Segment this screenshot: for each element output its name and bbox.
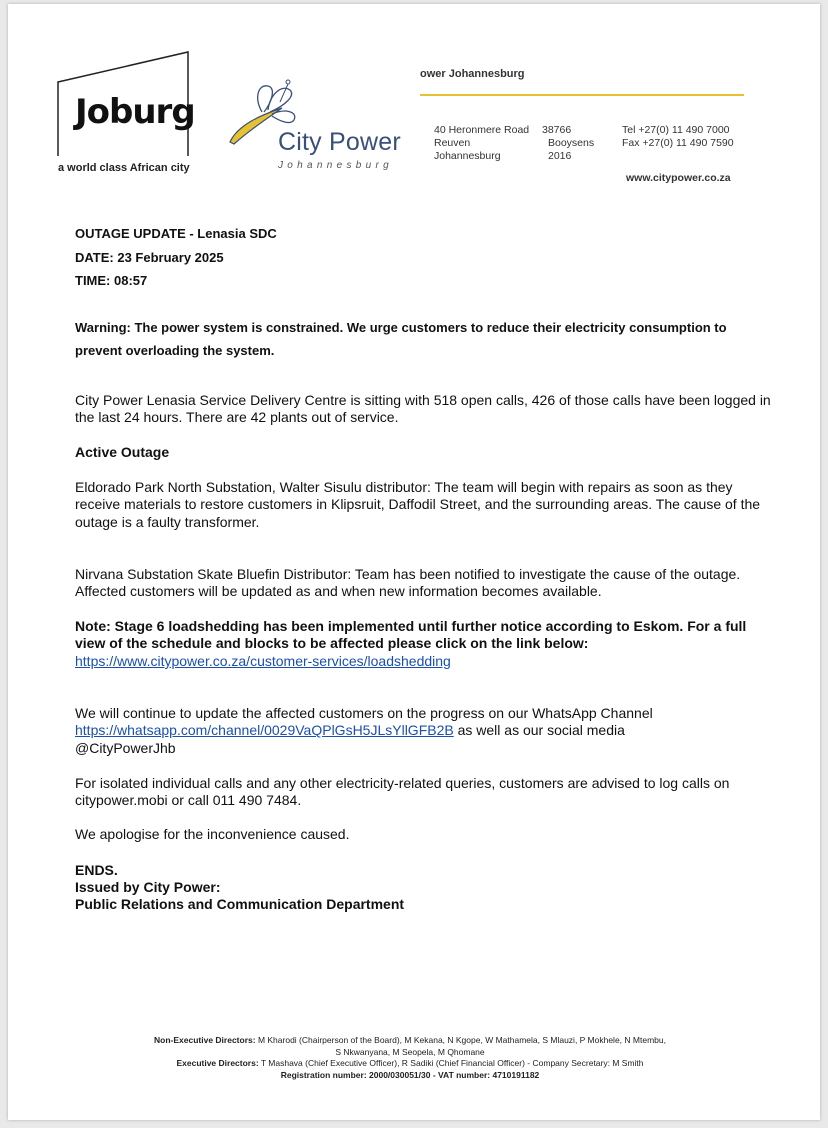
- outage-item-nirvana: Nirvana Substation Skate Bluefin Distributor: Team has been notified to investigate the cause of the outage. Affected customers will be updated as and when new information becomes available.: [75, 566, 741, 600]
- tel-number: Tel +27(0) 11 490 7000: [622, 124, 730, 136]
- org-name: ower Johannesburg: [420, 68, 525, 80]
- registration-info: Registration number: 2000/030051/30 - VAT number: 4710191182: [280, 1069, 540, 1080]
- website-address: www.citypower.co.za: [626, 172, 731, 184]
- joburg-tagline: a world class African city: [58, 162, 190, 174]
- street-address: 40 Heronmere Road Reuven Johannesburg: [434, 124, 530, 162]
- citypower-logo-text: City Power: [278, 128, 401, 156]
- issued-by: Issued by City Power:: [75, 879, 221, 895]
- footer-directors: Non-Executive Directors: M Kharodi (Chairperson of the Board), M Kekana, N Kgope, W Mathamela, S Mlauzi, P Mokhele, N Mtembu, S Nkwanyana, M Seopela, M Qhomane Executive Directors: T Mashava (Chief Executive Officer), R Sadiki (Chief Financial Officer) - Company Secretary: M Smith Registration number: 2000/030051/30 - VAT number: 4710191182: [100, 1035, 720, 1081]
- fax-number: Fax +27(0) 11 490 7590: [622, 137, 734, 149]
- update-date: DATE: 23 February 2025: [75, 250, 224, 265]
- department-name: Public Relations and Communication Department: [75, 896, 405, 912]
- apology-text: We apologise for the inconvenience caused.: [75, 826, 350, 842]
- warning-text: Warning: The power system is constrained. We urge customers to reduce their electricity consumption to prevent overloading the system.: [75, 320, 727, 358]
- contact-numbers: [622, 124, 734, 150]
- citypower-logo-subtitle: Johannesburg: [278, 160, 393, 171]
- ends-label: ENDS.: [75, 862, 118, 878]
- social-handle: @CityPowerJhb: [75, 739, 176, 756]
- non-exec-directors: Non-Executive Directors: M Kharodi (Chairperson of the Board), M Kekana, N Kgope, W Mathamela, S Mlauzi, P Mokhele, N Mtembu,: [154, 1035, 666, 1045]
- update-time: TIME: 08:57: [75, 273, 148, 288]
- header-divider: [420, 94, 744, 96]
- outage-item-eldorado: Eldorado Park North Substation, Walter Sisulu distributor: The team will begin with repairs as soon as they receive materials to restore customers in Klipsruit, Daffodil Street, and the surrounding areas. The cause of the outage is a faulty transformer.: [75, 479, 761, 530]
- whatsapp-paragraph: We will continue to update the affected customers on the progress on our WhatsApp Channel https://whatsapp.com/channel/0029VaQPlGsH5JLsYllGFB2B as well as our social media @CityPowerJhb: [75, 705, 653, 756]
- joburg-logo-text: Joburg: [75, 92, 195, 132]
- exec-directors: Executive Directors: T Mashava (Chief Executive Officer), R Sadiki (Chief Financial Officer) - Company Secretary: M Smith: [176, 1058, 644, 1068]
- postal-address: 38766 Booysens 2016: [542, 124, 595, 162]
- active-outage-heading: Active Outage: [75, 444, 170, 460]
- whatsapp-channel-link[interactable]: https://whatsapp.com/channel/0029VaQPlGsH5JLsYllGFB2B: [75, 722, 454, 739]
- isolated-calls-text: For isolated individual calls and any other electricity-related queries, customers are advised to log calls on citypower.mobi or call 011 490 7484.: [75, 775, 730, 809]
- loadshedding-note: Note: Stage 6 loadshedding has been implemented until further notice according to Eskom. For a full view of the schedule and blocks to be affected please click on the link below:: [75, 618, 747, 652]
- update-title: OUTAGE UPDATE - Lenasia SDC: [75, 226, 277, 241]
- loadshedding-link[interactable]: https://www.citypower.co.za/customer-services/loadshedding: [75, 653, 451, 669]
- summary-text: City Power Lenasia Service Delivery Centre is sitting with 518 open calls, 426 of those calls have been logged in the last 24 hours. There are 42 plants out of service.: [75, 392, 771, 426]
